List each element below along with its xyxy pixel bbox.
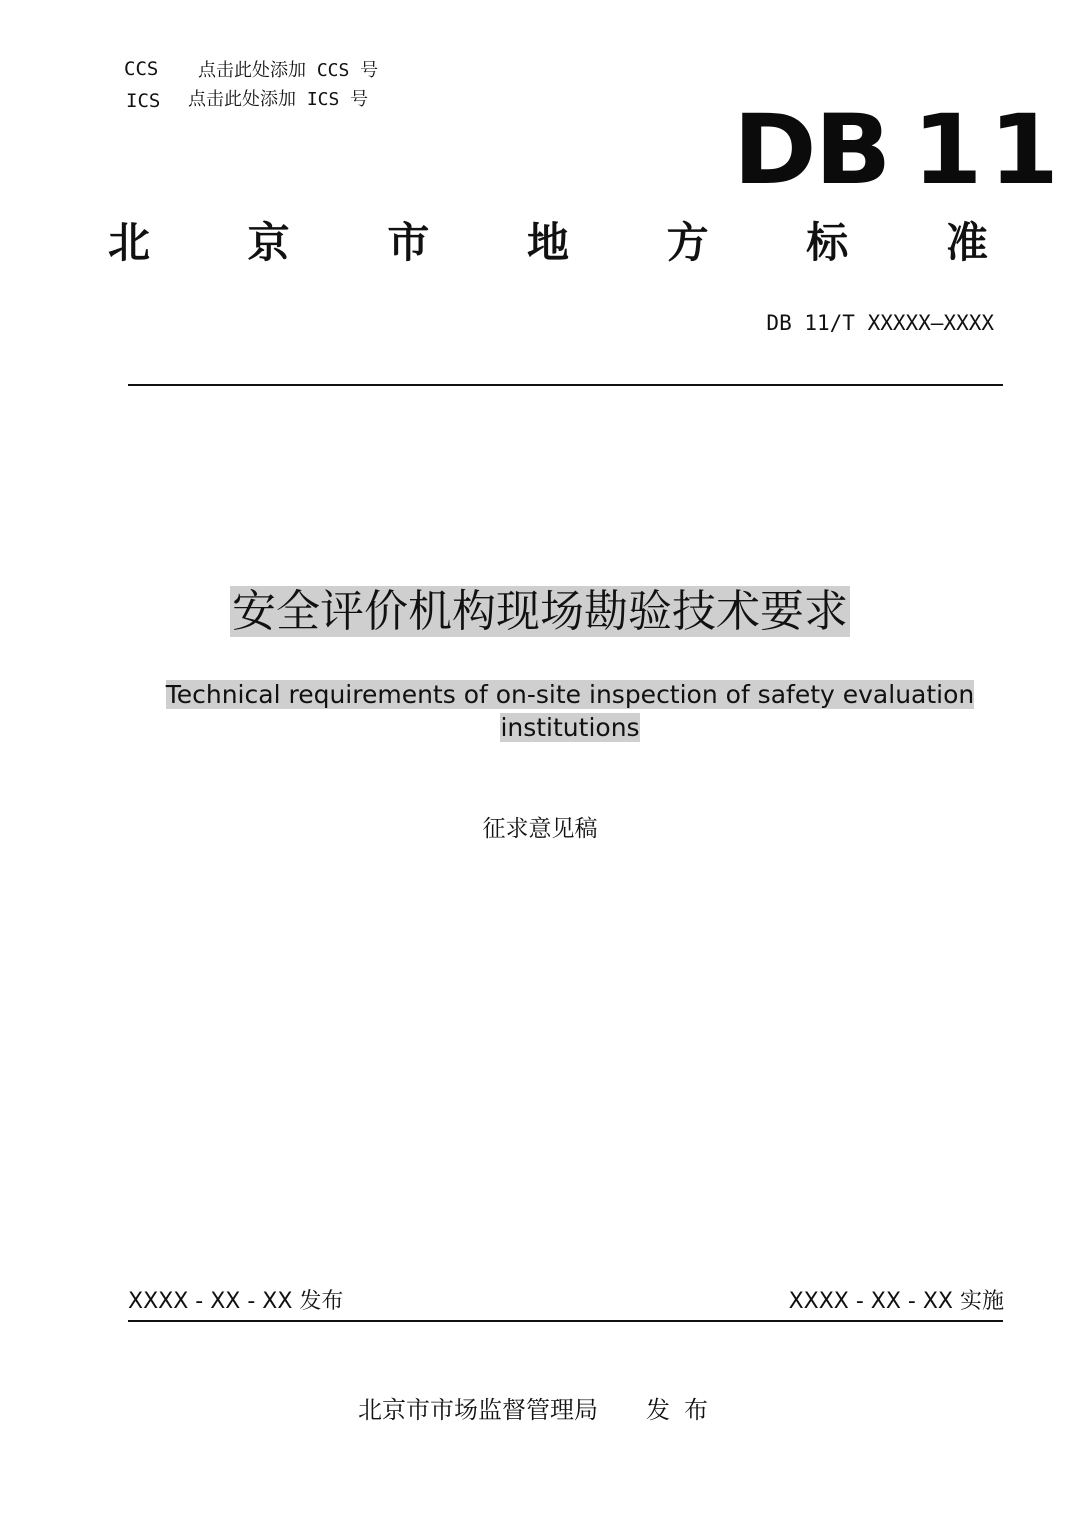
- implement-date: XXXX - XX - XX 实施: [788, 1289, 1004, 1314]
- heading-char: 方: [666, 218, 709, 267]
- english-title: [140, 678, 1000, 744]
- issuer-name: 北京市市场监督管理局: [358, 1396, 598, 1424]
- chinese-title: [0, 581, 1080, 643]
- ccs-placeholder[interactable]: 点击此处添加 CCS 号: [198, 60, 379, 81]
- issuer-line: [0, 1393, 1080, 1427]
- heading-char: 市: [387, 218, 430, 267]
- db-logo-number: 11: [912, 94, 1066, 206]
- draft-status: 征求意见稿: [482, 816, 598, 842]
- standard-number: DB 11/T XXXXX—XXXX: [766, 311, 994, 335]
- ics-label: ICS: [126, 90, 161, 112]
- heading-char: 标: [806, 218, 849, 267]
- standard-type-heading: [108, 215, 988, 271]
- heading-char: 北: [108, 218, 151, 267]
- heading-char: 京: [247, 218, 290, 267]
- heading-char: 准: [945, 218, 988, 267]
- bottom-divider: [128, 1320, 1003, 1322]
- heading-char: 地: [526, 218, 569, 267]
- top-divider: [128, 384, 1003, 386]
- english-title-text[interactable]: Technical requirements of on-site inspection of safety evaluation institutions: [165, 680, 975, 742]
- ccs-label: CCS: [124, 58, 159, 80]
- publish-date: XXXX - XX - XX 发布: [128, 1289, 344, 1314]
- issuer-action: 发布: [646, 1396, 722, 1424]
- chinese-title-text[interactable]: 安全评价机构现场勘验技术要求: [232, 586, 848, 637]
- db11-logo: [733, 94, 1066, 206]
- ics-placeholder[interactable]: 点击此处添加 ICS 号: [188, 89, 369, 110]
- db-logo-letters: DB: [733, 94, 890, 206]
